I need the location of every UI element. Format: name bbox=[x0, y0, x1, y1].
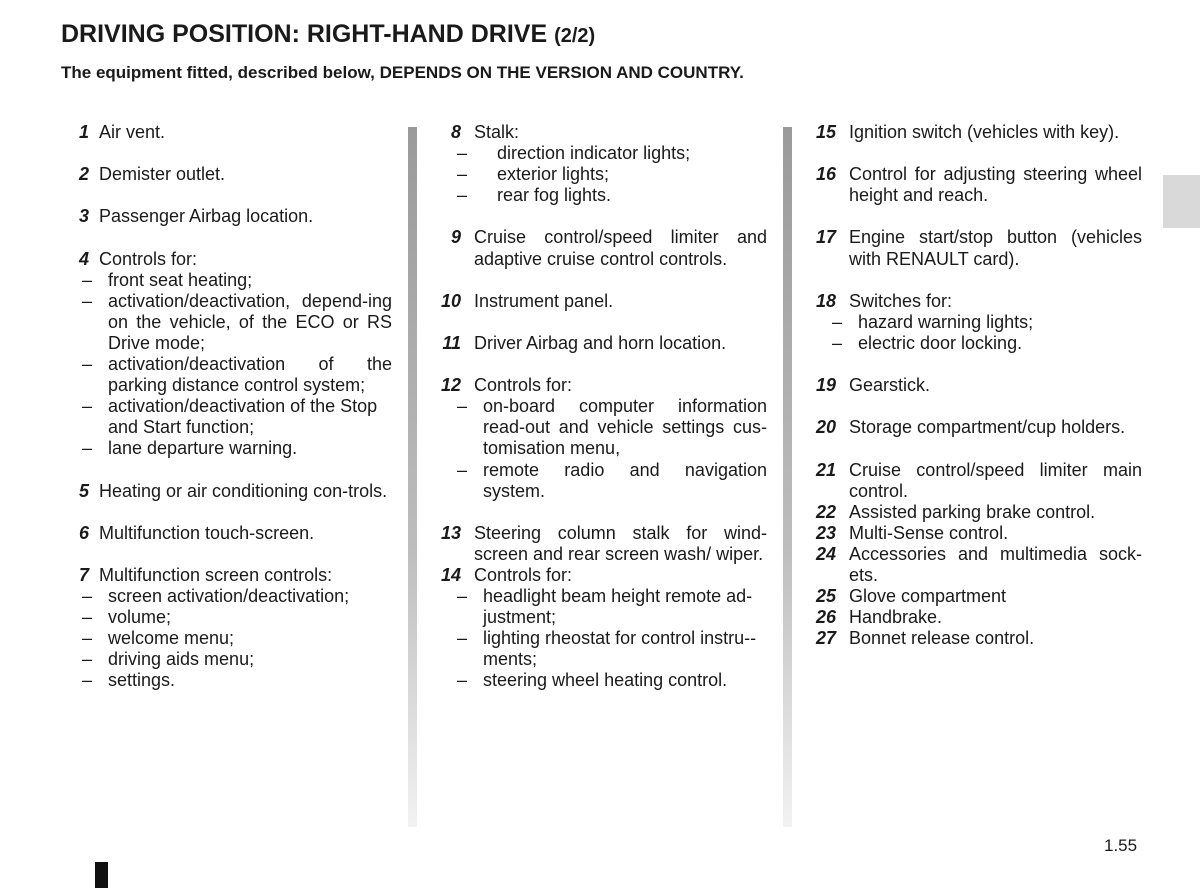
sub-item: – welcome menu; bbox=[70, 628, 392, 649]
item-number: 24 bbox=[815, 543, 836, 564]
column-divider bbox=[408, 127, 417, 827]
sub-item: – lighting rheostat for control instru-- ments; bbox=[435, 628, 767, 670]
list-item bbox=[810, 375, 1142, 396]
item-text: Heating or air conditioning con-trols. bbox=[99, 480, 388, 501]
item-number: 26 bbox=[815, 607, 836, 628]
sub-item: – activation/deactivation of the parking distance control system; bbox=[70, 354, 392, 396]
list-item bbox=[810, 164, 1142, 206]
item-number: 14 bbox=[440, 564, 461, 585]
list-item bbox=[810, 122, 1142, 143]
item-number: 7 bbox=[78, 564, 89, 585]
list-item bbox=[435, 227, 767, 269]
item-number: 19 bbox=[815, 375, 836, 396]
item-number: 27 bbox=[815, 628, 836, 649]
item-text: Passenger Airbag location. bbox=[99, 206, 314, 227]
item-number: 5 bbox=[78, 480, 89, 501]
sub-item: – activation/deactivation, depend-ing on the vehicle, of the ECO or RS Drive mode; bbox=[70, 291, 392, 354]
sub-item: – headlight beam height remote ad-justment; bbox=[435, 586, 767, 628]
sub-item: – front seat heating; bbox=[70, 270, 392, 291]
item-text: Control for adjusting steering wheel height and reach. bbox=[849, 164, 1142, 206]
item-text: Engine start/stop button (vehicles with RENAULT card). bbox=[849, 227, 1142, 269]
item-number: 22 bbox=[815, 501, 836, 522]
item-number: 4 bbox=[78, 248, 89, 269]
list-item bbox=[810, 607, 1142, 628]
item-text: Multifunction touch-screen. bbox=[99, 522, 315, 543]
page-title-text: DRIVING POSITION: RIGHT-HAND DRIVE bbox=[61, 20, 548, 48]
item-text: Stalk: bbox=[474, 122, 520, 142]
list-item bbox=[810, 586, 1142, 607]
list-item bbox=[435, 291, 767, 312]
item-number: 6 bbox=[78, 522, 89, 543]
item-number: 2 bbox=[78, 164, 89, 185]
sub-item: – activation/deactivation of the Stop and Start function; bbox=[70, 396, 392, 438]
item-number: 12 bbox=[440, 375, 461, 396]
item-text: Assisted parking brake control. bbox=[849, 501, 1096, 522]
page-edge-marker bbox=[95, 862, 108, 888]
list-item bbox=[435, 565, 767, 586]
item-text: Demister outlet. bbox=[99, 164, 226, 185]
item-number: 18 bbox=[815, 290, 836, 311]
item-text: Controls for: bbox=[474, 375, 573, 396]
list-item bbox=[435, 375, 767, 396]
sub-item: – screen activation/deactivation; bbox=[70, 586, 392, 607]
item-number: 1 bbox=[78, 122, 89, 142]
sub-item: – hazard warning lights; bbox=[810, 312, 1142, 333]
list-item bbox=[70, 249, 392, 270]
item-text: Multifunction screen controls: bbox=[99, 564, 333, 585]
column-3 bbox=[810, 122, 1142, 649]
item-number: 8 bbox=[450, 122, 461, 142]
section-tab bbox=[1163, 175, 1200, 228]
list-item bbox=[810, 628, 1142, 649]
item-text: Cruise control/speed limiter and adaptive cruise control controls. bbox=[474, 227, 767, 269]
page-subtitle: The equipment fitted, described below, DEPENDS ON THE VERSION AND COUNTRY. bbox=[61, 63, 744, 82]
list-item bbox=[70, 565, 392, 586]
item-text: Instrument panel. bbox=[474, 290, 614, 311]
list-item bbox=[810, 544, 1142, 586]
item-number: 21 bbox=[815, 459, 836, 480]
item-text: Storage compartment/cup holders. bbox=[849, 417, 1126, 438]
page-title bbox=[61, 20, 595, 49]
column-2 bbox=[435, 122, 767, 692]
item-text: Air vent. bbox=[99, 122, 166, 142]
sub-item: – electric door locking. bbox=[810, 333, 1142, 354]
item-number: 25 bbox=[815, 586, 836, 607]
item-text: Glove compartment bbox=[849, 586, 1007, 607]
item-number: 3 bbox=[78, 206, 89, 227]
item-number: 17 bbox=[815, 227, 836, 248]
list-item bbox=[435, 122, 767, 143]
list-item bbox=[70, 206, 392, 227]
list-item bbox=[810, 417, 1142, 438]
item-text: Bonnet release control. bbox=[849, 628, 1035, 649]
item-number: 23 bbox=[815, 522, 836, 543]
item-text: Gearstick. bbox=[849, 375, 931, 396]
item-number: 15 bbox=[815, 122, 836, 142]
sub-item: – on-board computer information read-out and vehicle settings cus-tomisation menu, bbox=[435, 396, 767, 459]
sub-item: – remote radio and navigation system. bbox=[435, 460, 767, 502]
page-title-suffix: (2/2) bbox=[554, 25, 596, 47]
item-text: Controls for: bbox=[99, 248, 198, 269]
list-item bbox=[70, 122, 392, 143]
list-item bbox=[810, 502, 1142, 523]
list-item bbox=[810, 460, 1142, 502]
sub-item: – steering wheel heating control. bbox=[435, 670, 767, 691]
item-text: Steering column stalk for wind-screen and rear screen wash/ wiper. bbox=[474, 522, 767, 564]
sub-item: – rear fog lights. bbox=[435, 185, 767, 206]
list-item bbox=[435, 523, 767, 565]
item-number: 16 bbox=[815, 164, 836, 185]
item-text: Handbrake. bbox=[849, 607, 943, 628]
column-divider bbox=[783, 127, 792, 827]
item-text: Multi-Sense control. bbox=[849, 522, 1009, 543]
item-text: Controls for: bbox=[474, 564, 573, 585]
list-item bbox=[435, 333, 767, 354]
item-text: Cruise control/speed limiter main control. bbox=[849, 459, 1142, 501]
sub-item: – direction indicator lights; bbox=[435, 143, 767, 164]
sub-item: – driving aids menu; bbox=[70, 649, 392, 670]
column-1 bbox=[70, 122, 392, 692]
item-number: 13 bbox=[440, 522, 461, 543]
item-number: 20 bbox=[815, 417, 836, 438]
sub-item: – lane departure warning. bbox=[70, 438, 392, 459]
sub-item: – exterior lights; bbox=[435, 164, 767, 185]
page-number: 1.55 bbox=[1104, 836, 1138, 855]
list-item bbox=[810, 227, 1142, 269]
list-item bbox=[70, 523, 392, 544]
list-item bbox=[810, 523, 1142, 544]
list-item bbox=[810, 291, 1142, 312]
item-text: Accessories and multimedia sock-ets. bbox=[849, 543, 1142, 585]
list-item bbox=[70, 481, 392, 502]
item-text: Switches for: bbox=[849, 290, 953, 311]
item-text: Ignition switch (vehicles with key). bbox=[849, 122, 1120, 142]
item-number: 10 bbox=[440, 290, 461, 311]
sub-item: – volume; bbox=[70, 607, 392, 628]
item-number: 9 bbox=[450, 227, 461, 248]
item-number: 11 bbox=[442, 332, 461, 353]
list-item bbox=[70, 164, 392, 185]
sub-item: – settings. bbox=[70, 670, 392, 691]
item-text: Driver Airbag and horn location. bbox=[474, 332, 727, 353]
